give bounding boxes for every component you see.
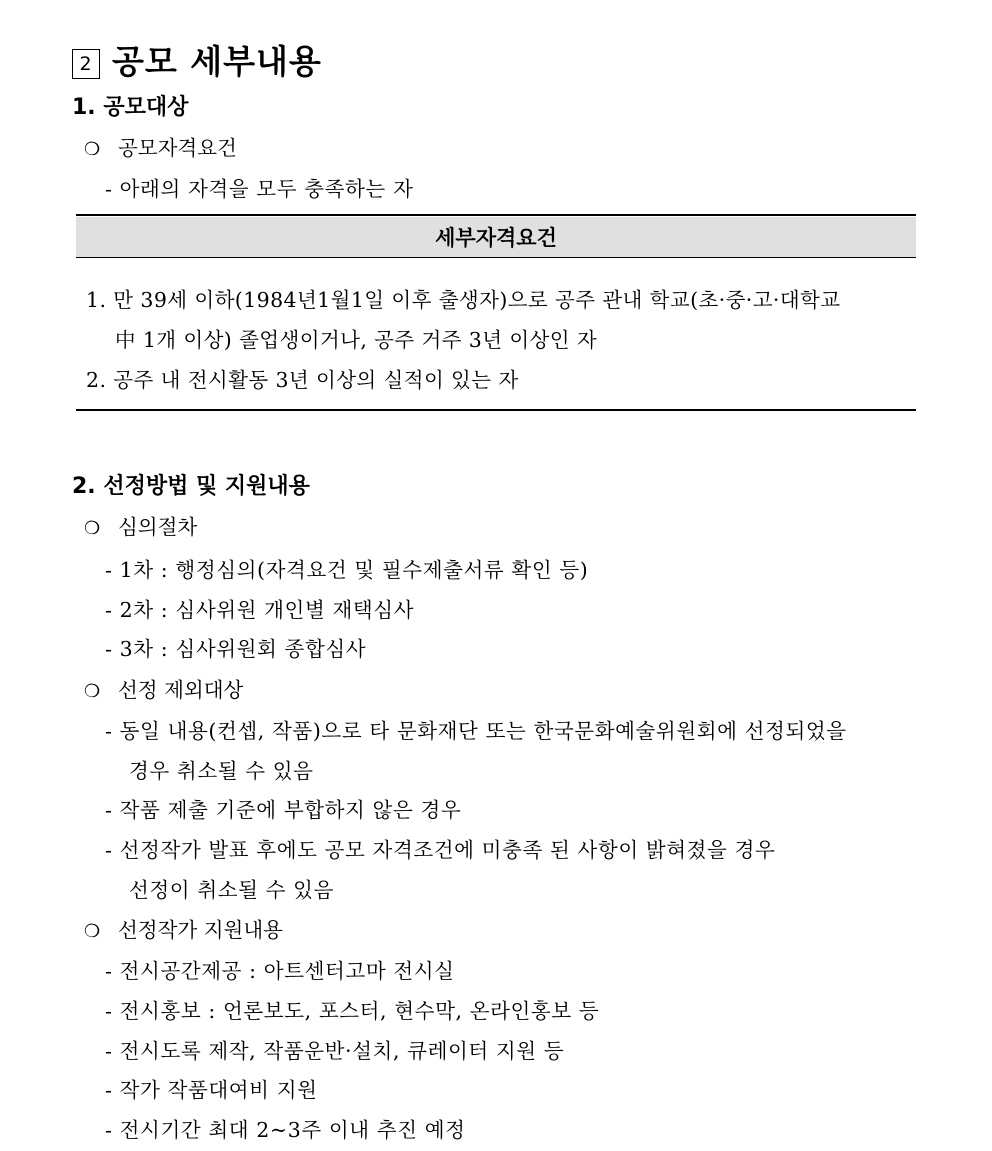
group-2-line: 경우 취소될 수 있음 (129, 759, 314, 783)
group-3-line: - 작가 작품대여비 지원 (105, 1078, 318, 1102)
group-3-line: - 전시홍보 : 언론보도, 포스터, 현수막, 온라인홍보 등 (105, 999, 600, 1023)
section1-sub: - 아래의 자격을 모두 충족하는 자 (105, 177, 414, 201)
group-2-label: ❍ 선정 제외대상 (84, 678, 244, 702)
section2-title: 2. 선정방법 및 지원내용 (72, 474, 310, 499)
box-header: 세부자격요건 (76, 217, 916, 258)
criteria-line-2: 中 1개 이상) 졸업생이거나, 공주 거주 3년 이상인 자 (115, 328, 598, 352)
circle-bullet-icon: ❍ (84, 518, 101, 539)
criteria-line-1: 1. 만 39세 이하(1984년1월1일 이후 출생자)으로 공주 관내 학교(초·중·고·대학교 (86, 288, 841, 312)
page-title (72, 36, 322, 83)
section1-item-label: 공모자격요건 (118, 136, 237, 160)
group-2-line: 선정이 취소될 수 있음 (129, 878, 334, 902)
group-1-line: - 2차 : 심사위원 개인별 재택심사 (105, 598, 415, 622)
group-1-line: - 3차 : 심사위원회 종합심사 (105, 637, 367, 661)
criteria-line-3: 2. 공주 내 전시활동 3년 이상의 실적이 있는 자 (86, 368, 519, 392)
circle-bullet-icon: ❍ (84, 681, 101, 702)
group-2-line: - 선정작가 발표 후에도 공모 자격조건에 미충족 된 사항이 밝혀졌을 경우 (105, 838, 776, 862)
group-2-line: - 작품 제출 기준에 부합하지 않은 경우 (105, 798, 462, 822)
group-3-line: - 전시기간 최대 2~3주 이내 추진 예정 (105, 1118, 466, 1142)
group-3-line: - 전시공간제공 : 아트센터고마 전시실 (105, 959, 455, 983)
group-1-line: - 1차 : 행정심의(자격요건 및 필수제출서류 확인 등) (105, 558, 589, 582)
section-number-box: 2 (72, 49, 100, 79)
section1-item (84, 131, 237, 161)
box-bottom-rule (76, 409, 916, 411)
group-2-line: - 동일 내용(컨셉, 작품)으로 타 문화재단 또는 한국문화예술위원회에 선정되었을 (105, 719, 847, 743)
circle-bullet-icon: ❍ (84, 921, 101, 942)
box-top-rule (76, 214, 916, 216)
group-1-label: ❍ 심의절차 (84, 515, 198, 539)
group-3-label: ❍ 선정작가 지원내용 (84, 918, 283, 942)
page-title-text: 공모 세부내용 (112, 42, 322, 81)
group-3-line: - 전시도록 제작, 작품운반·설치, 큐레이터 지원 등 (105, 1039, 565, 1063)
circle-bullet-icon: ❍ (84, 139, 101, 160)
section1-title: 1. 공모대상 (72, 95, 189, 120)
